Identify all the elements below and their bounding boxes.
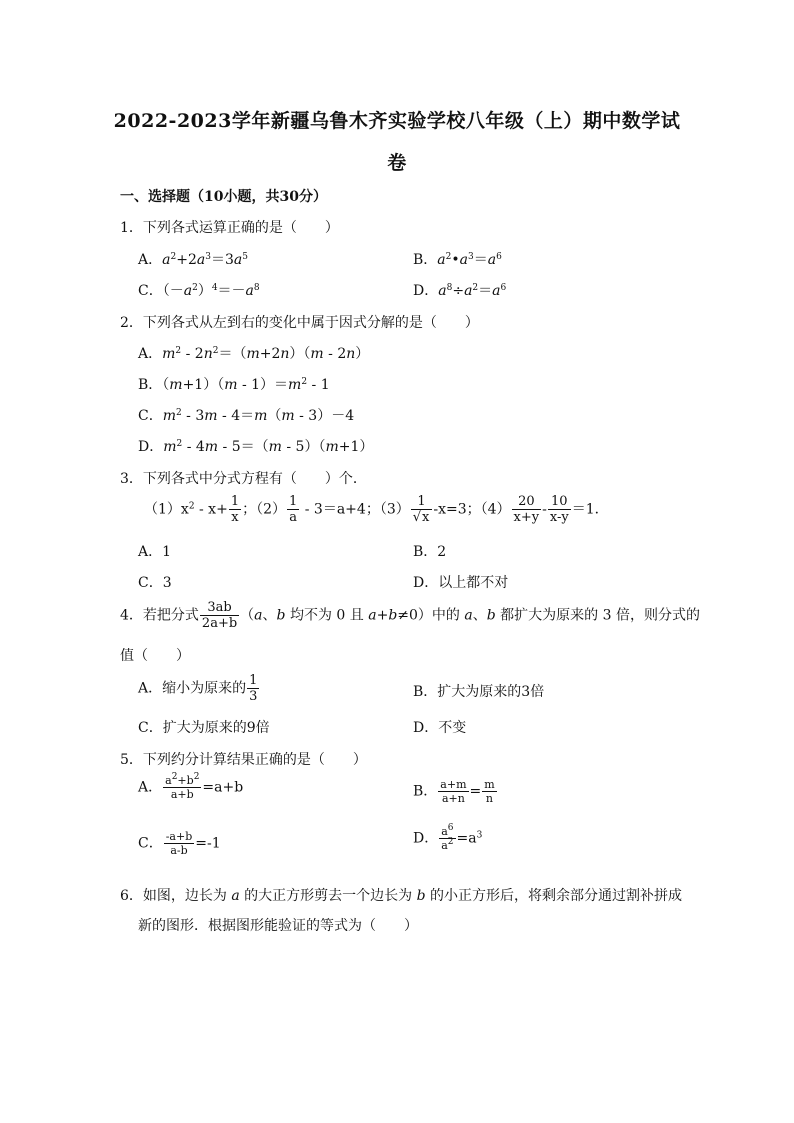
question-1-stem: 1．下列各式运算正确的是（ ） — [120, 220, 339, 236]
question-3-items: $(1)x^2 - x+$ $\frac{1}{x}$ ；（2） $\frac{1}{a}$ - 3＝a+4；（3） $\frac{1}{√x}$ -x=3；（4） $\frac{20}{x+y}$ - $\frac{10}{x-y}$ ＝1． — [144, 494, 609, 525]
section-heading: 一、选择题（10小题，共30分） — [120, 189, 327, 205]
question-1-option-c: C．$(-a^2)^4=-a^8$ — [138, 283, 260, 299]
question-5-option-b: B． $\frac{a+m}{a+n}$ = $\frac{m}{n}$ — [413, 778, 495, 805]
question-3-option-d: D．以上都不对 — [413, 575, 509, 591]
question-5-option-d: D． $\frac{a^6}{a^2}$ $=a^3$ — [413, 823, 483, 852]
question-2-option-a: A．$m^2 - 2n^2=(m+2n)(m - 2n)$ — [138, 346, 370, 362]
question-4-stem: 4．若把分式 $\frac{3ab}{2a+b}$ （a、b 均不为 0 且 a+b≠0）中的 a、b 都扩大为原来的 3 倍，则分式的 — [120, 600, 700, 631]
question-4-stem-cont: 值（ ） — [120, 648, 190, 664]
question-2-option-c: C．$m^2 - 3m - 4=m(m - 3)-4$ — [138, 408, 355, 424]
question-4-option-d: D．不变 — [413, 720, 467, 736]
question-6-stem-line2: 新的图形．根据图形能验证的等式为（ ） — [138, 918, 418, 934]
question-1-option-a: A．$a^2+2a^3=3a^5$ — [138, 252, 248, 268]
exam-title-line2: 卷 — [387, 152, 407, 174]
question-2-option-b: B．$(m+1)(m - 1)=m^2 - 1$ — [138, 377, 330, 393]
question-5-stem: 5．下列约分计算结果正确的是（ ） — [120, 752, 367, 768]
question-3-option-c: C．3 — [138, 575, 172, 591]
question-5-option-a: A． $\frac{a^2+b^2}{a+b}$ =a+b — [138, 772, 244, 801]
question-1-option-d: D．$a^8\div a^2=a^6$ — [413, 283, 507, 299]
question-5-option-c: C． $\frac{-a+b}{a-b}$ =-1 — [138, 830, 221, 857]
question-2-stem: 2．下列各式从左到右的变化中属于因式分解的是（ ） — [120, 315, 479, 331]
question-1-option-b: B．$a^2•a^3=a^6$ — [413, 252, 502, 268]
question-4-option-b: B．扩大为原来的3倍 — [413, 684, 545, 700]
question-3-stem: 3．下列各式中分式方程有（ ）个． — [120, 471, 367, 487]
question-3-option-a: A．1 — [138, 544, 172, 560]
exam-title-line1: 2022-2023学年新疆乌鲁木齐实验学校八年级（上）期中数学试 — [113, 110, 681, 132]
question-2-option-d: D．$m^2 - 4m - 5=(m - 5)(m+1)$ — [138, 439, 374, 455]
question-4-option-c: C．扩大为原来的9倍 — [138, 720, 270, 736]
question-3-option-b: B．2 — [413, 544, 447, 560]
question-4-option-a: A．缩小为原来的 $\frac{1}{3}$ — [138, 673, 258, 704]
question-6-stem-line1: 6．如图，边长为 a 的大正方形剪去一个边长为 b 的小正方形后，将剩余部分通过割补拼成 — [120, 888, 683, 904]
